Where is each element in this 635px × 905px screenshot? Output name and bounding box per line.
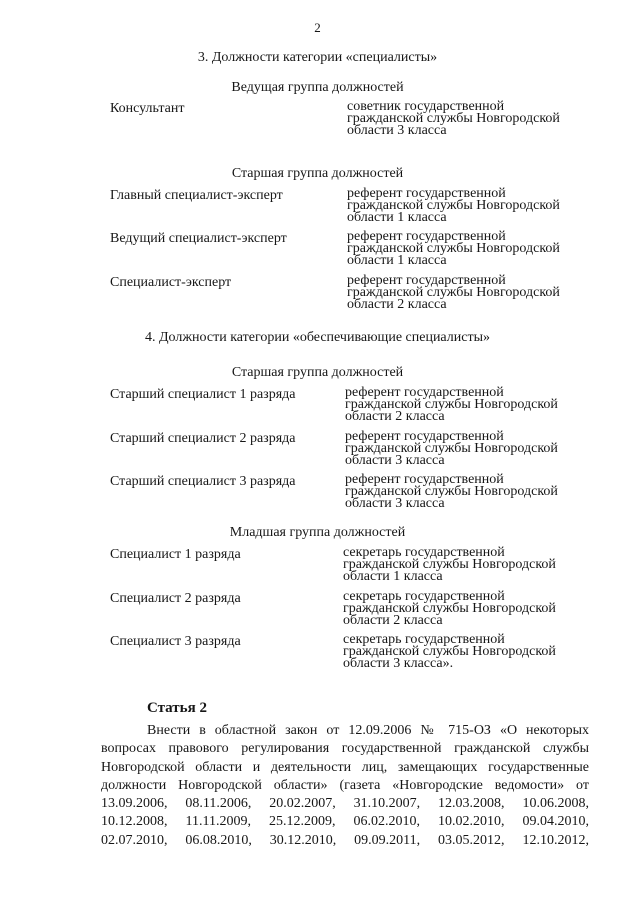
date-item: 09.04.2010, [522, 814, 589, 830]
position-title: Специалист 2 разряда [110, 591, 241, 606]
rank-title: референт государственной гражданской службы Новгородской области 1 класса [347, 186, 560, 225]
body-line: Новгородской области и деятельности лиц, замещающих государственные [101, 759, 589, 775]
position-title: Главный специалист-эксперт [110, 188, 283, 203]
body-line: Внести в областной закон от 12.09.2006 № 715-ОЗ «О некоторых [147, 723, 589, 738]
date-item: 10.12.2008, [101, 814, 168, 830]
date-item: 08.11.2006, [185, 796, 252, 811]
date-item: 11.11.2009, [185, 814, 251, 830]
position-title: Специалист 1 разряда [110, 547, 241, 562]
position-title: Старший специалист 2 разряда [110, 431, 296, 446]
position-title: Консультант [110, 101, 185, 116]
body-line: должности Новгородской области» (газета «Новгородские ведомости» от [101, 777, 589, 793]
date-item: 31.10.2007, [353, 796, 421, 811]
date-item: 10.02.2010, [437, 814, 505, 830]
section-3-group-1-title: Ведущая группа должностей [231, 80, 404, 95]
rank-title: референт государственной гражданской службы Новгородской области 2 класса [345, 385, 558, 424]
date-row [101, 813, 589, 831]
date-item: 25.12.2009, [268, 814, 336, 830]
section-4-title: 4. Должности категории «обеспечивающие специалисты» [145, 330, 490, 345]
position-title: Ведущий специалист-эксперт [110, 231, 287, 246]
date-item: 10.06.2008, [522, 796, 589, 811]
article-title: Статья 2 [147, 700, 207, 716]
section-4-group-1-title: Старшая группа должностей [231, 365, 404, 380]
article-date-list [101, 795, 589, 850]
date-item: 03.05.2012, [438, 832, 505, 848]
rank-title: секретарь государственной гражданской службы Новгородской области 1 класса [343, 545, 556, 584]
position-title: Специалист-эксперт [110, 275, 232, 290]
rank-title: референт государственной гражданской службы Новгородской области 3 класса [345, 429, 558, 468]
section-4-group-2-title: Младшая группа должностей [229, 525, 406, 540]
date-item: 09.09.2011, [354, 832, 421, 848]
date-item: 06.08.2010, [185, 832, 252, 848]
date-item: 06.02.2010, [353, 814, 420, 830]
date-item: 02.07.2010, [101, 832, 168, 848]
article-body [101, 722, 589, 795]
section-3-group-2-title: Старшая группа должностей [231, 166, 404, 181]
rank-title: советник государственной гражданской службы Новгородской области 3 класса [347, 99, 560, 138]
body-line: вопросах правового регулирования государственной гражданской службы [101, 741, 589, 757]
page-number: 2 [314, 20, 321, 35]
rank-title: референт государственной гражданской службы Новгородской области 3 класса [345, 472, 558, 511]
date-item: 13.09.2006, [101, 796, 168, 811]
rank-title: референт государственной гражданской службы Новгородской области 1 класса [347, 229, 560, 268]
date-item: 30.12.2010, [269, 832, 337, 848]
date-item: 20.02.2007, [269, 796, 336, 811]
position-title: Специалист 3 разряда [110, 634, 241, 649]
section-3-title: 3. Должности категории «специалисты» [197, 50, 438, 65]
position-title: Старший специалист 1 разряда [110, 387, 296, 402]
rank-title: референт государственной гражданской службы Новгородской области 2 класса [347, 273, 560, 312]
date-row [101, 795, 589, 813]
position-title: Старший специалист 3 разряда [110, 474, 296, 489]
rank-title: секретарь государственной гражданской службы Новгородской области 2 класса [343, 589, 556, 628]
date-item: 12.10.2012, [522, 832, 589, 848]
date-item: 12.03.2008, [438, 796, 505, 811]
date-row [101, 832, 589, 850]
rank-title: секретарь государственной гражданской службы Новгородской области 3 класса». [343, 632, 556, 671]
